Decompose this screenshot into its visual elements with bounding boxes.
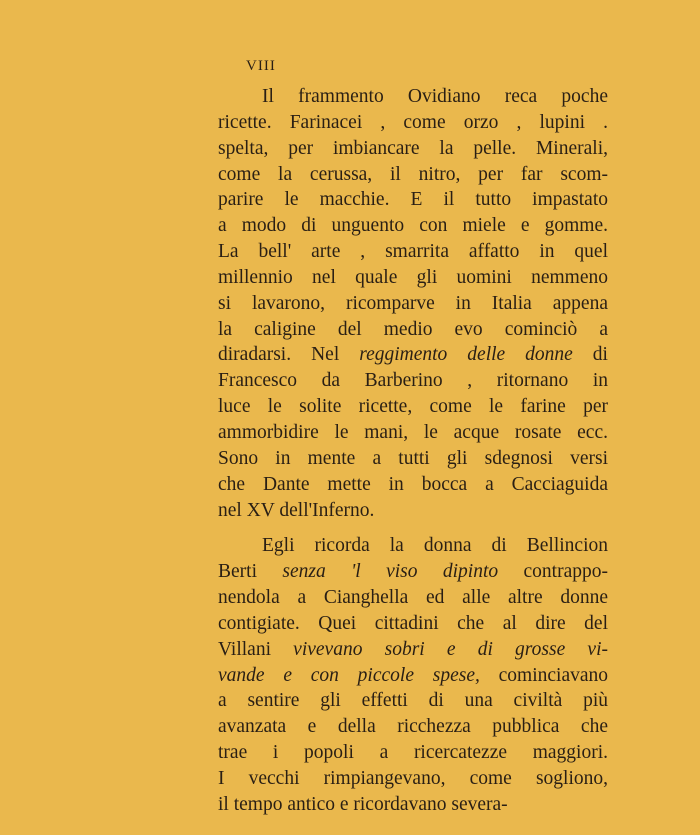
italic-text: reggimento delle donne [359,344,573,366]
text-segment: di [572,344,608,366]
text-line [218,213,608,239]
text-segment: luce le solite ricette, come le farine per [218,396,608,418]
text-line [218,239,608,265]
text-line [218,291,608,317]
text-segment: Francesco da Barberino , ritornano in [218,370,608,392]
text-segment: trae i popoli a ricercatezze maggiori. [218,742,608,764]
text-line [218,394,608,420]
italic-text: vande e con piccole spese, [218,664,480,686]
text-line [218,162,608,188]
text-segment: a modo di unguento con miele e gomme. [218,215,608,237]
page-number: VIII [246,58,276,74]
text-segment: Egli ricorda la donna di Bellincion [262,535,608,557]
text-line [218,420,608,446]
text-segment: parire le macchie. E il tutto impastato [218,189,608,211]
text-segment: avanzata e della ricchezza pubblica che [218,716,608,738]
text-segment: la caligine del medio evo cominciò a [218,318,608,340]
text-line [218,472,608,498]
text-line [218,84,608,110]
text-segment: diradarsi. Nel [218,344,360,366]
text-segment: I vecchi rimpiangevano, come sogliono, [218,767,608,789]
paragraph [218,84,608,523]
text-line [218,136,608,162]
text-line [218,766,608,792]
text-line [218,585,608,611]
text-line [218,498,608,524]
text-segment: ammorbidire le mani, le acque rosate ecc. [218,421,608,443]
text-line [218,110,608,136]
text-line [218,611,608,637]
italic-text: vivevano sobri e di grosse vi- [293,638,608,660]
text-segment: ricette. Farinacei , come orzo , lupini . [218,111,608,133]
text-line [218,368,608,394]
text-segment: contrappo- [498,561,608,583]
text-segment: che Dante mette in bocca a Cacciaguida [218,473,608,495]
text-segment: Berti [218,561,283,583]
text-segment: il tempo antico e ricordavano severa- [218,793,508,815]
text-line [218,792,608,818]
text-line [218,533,608,559]
paragraph-gap [218,523,608,533]
text-segment: Villani [218,638,294,660]
text-segment: Sono in mente a tutti gli sdegnosi versi [218,447,608,469]
text-line [218,637,608,663]
text-line [218,740,608,766]
text-segment: spelta, per imbiancare la pelle. Minerali, [218,137,608,159]
text-line [218,187,608,213]
text-block [218,84,608,818]
text-segment: nel XV dell'Inferno. [218,499,375,521]
text-line [218,663,608,689]
text-segment: millennio nel quale gli uomini nemmeno [218,266,608,288]
text-segment: contigiate. Quei cittadini che al dire del [218,612,608,634]
text-segment: Il frammento Ovidiano reca poche [262,86,608,107]
text-segment: nendola a Cianghella ed alle altre donne [218,587,608,609]
text-line [218,265,608,291]
text-segment: cominciavano [479,664,608,686]
text-line [218,688,608,714]
paragraph [218,533,608,817]
italic-text: senza 'l viso dipinto [282,561,499,583]
text-segment: come la cerussa, il nitro, per far scom- [218,163,608,185]
text-line [218,714,608,740]
text-segment: a sentire gli effetti di una civiltà più [218,690,608,712]
text-segment: La bell' arte , smarrita affatto in quel [218,241,608,263]
text-segment: si lavarono, ricomparve in Italia appena [218,292,608,314]
text-line [218,342,608,368]
text-line [218,317,608,343]
text-line [218,446,608,472]
text-line [218,559,608,585]
